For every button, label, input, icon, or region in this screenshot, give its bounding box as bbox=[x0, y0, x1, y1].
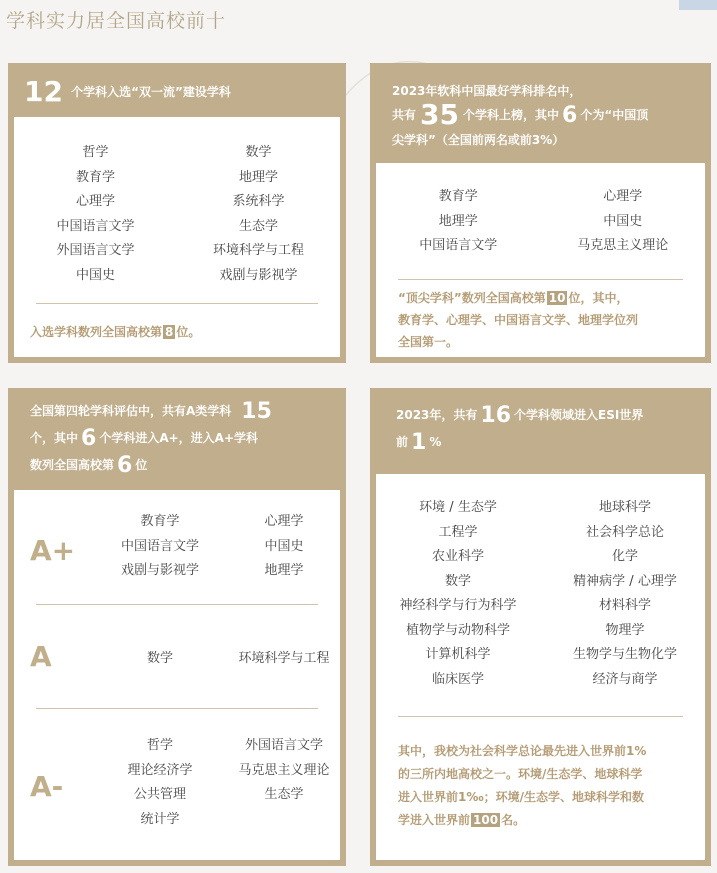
header-text: 数列全国高校第 bbox=[30, 458, 115, 472]
corner-tab bbox=[679, 0, 717, 10]
esi-field-item: 环境 / 生态学 bbox=[419, 500, 497, 515]
note-text: 名。 bbox=[501, 813, 526, 827]
subject-item: 心理学 bbox=[75, 194, 115, 209]
esi-field-item: 计算机科学 bbox=[425, 647, 491, 662]
esi-left-column bbox=[378, 496, 538, 692]
subject-item: 中国史 bbox=[603, 213, 643, 229]
note-text: 学进入世界前 bbox=[398, 813, 471, 827]
grade-label-a-minus: A- bbox=[30, 770, 64, 803]
subject-item: 数学 bbox=[146, 651, 173, 666]
esi-field-item: 神经科学与行为科学 bbox=[399, 598, 517, 613]
subject-item: 戏剧与影视学 bbox=[120, 563, 199, 578]
subject-item: 教育学 bbox=[438, 189, 478, 204]
header-text: 全国第四轮学科评估中，共有A类学科 bbox=[30, 404, 232, 418]
rank-number: 6 bbox=[117, 453, 133, 478]
note-line-3: 全国第一。 bbox=[398, 335, 459, 349]
subject-grid bbox=[14, 141, 340, 288]
esi-right-column bbox=[542, 496, 708, 692]
subject-count: 12 bbox=[24, 75, 63, 108]
rank-number: 8 bbox=[165, 325, 174, 339]
grade-a-right bbox=[224, 647, 344, 672]
header-text: 个学科领域进入ESI世界 bbox=[514, 408, 644, 422]
header-line-3: 尖学科”（全国前两名或前3%） bbox=[392, 133, 565, 147]
esi-percent: 1 bbox=[411, 430, 427, 455]
subject-item: 马克思主义理论 bbox=[577, 238, 669, 253]
note-line-2: 的三所内地高校之一。环境/生态学、地球科学 bbox=[398, 767, 643, 781]
subject-item: 马克思主义理论 bbox=[238, 762, 330, 778]
note-line-3: 进入世界前1‰；环境/生态学、地球科学和数 bbox=[398, 790, 645, 804]
card-double-first-class bbox=[8, 63, 346, 363]
card-top-disciplines bbox=[370, 63, 711, 363]
grade-label-a-plus: A+ bbox=[30, 534, 76, 567]
subject-item: 地理学 bbox=[238, 169, 278, 185]
card-esi bbox=[370, 388, 711, 866]
esi-field-item: 材料科学 bbox=[598, 598, 651, 613]
card-note bbox=[398, 287, 638, 353]
header-text: 2023年，共有 bbox=[396, 408, 478, 422]
subject-item: 理论经济学 bbox=[127, 762, 193, 778]
header-text: 个学科上榜，其中 bbox=[462, 108, 559, 122]
header-text: 个学科进入A+，进入A+学科 bbox=[99, 431, 259, 445]
divider bbox=[398, 716, 683, 717]
subject-item: 地理学 bbox=[438, 213, 478, 229]
subject-item: 环境科学与工程 bbox=[238, 651, 330, 666]
card-note bbox=[30, 321, 200, 343]
esi-field-item: 物理学 bbox=[605, 622, 645, 638]
card-discipline-evaluation bbox=[8, 388, 346, 866]
card-header bbox=[392, 79, 711, 152]
card-body bbox=[376, 474, 705, 860]
subject-item: 地理学 bbox=[264, 563, 304, 578]
subject-item: 外国语言文学 bbox=[244, 738, 323, 753]
esi-field-item: 工程学 bbox=[438, 524, 478, 540]
subject-item: 心理学 bbox=[603, 189, 643, 204]
divider bbox=[36, 604, 318, 605]
header-line-2 bbox=[392, 98, 711, 131]
page-title: 学科实力居全国高校前十 bbox=[6, 10, 227, 32]
rank-number: 100 bbox=[473, 813, 499, 827]
header-text: 共有 bbox=[392, 108, 417, 122]
subject-item: 统计学 bbox=[140, 811, 180, 827]
card-body bbox=[14, 117, 340, 357]
grade-label-a: A bbox=[30, 640, 52, 673]
card-header-text: 个学科入选“双一流”建设学科 bbox=[71, 85, 231, 99]
subject-item: 数学 bbox=[245, 145, 272, 160]
esi-count: 16 bbox=[480, 403, 512, 428]
divider bbox=[398, 279, 683, 280]
note-line-1: 其中，我校为社会科学总论最先进入世界前1% bbox=[398, 744, 647, 758]
subject-item: 公共管理 bbox=[133, 787, 186, 802]
grade-a-minus-right bbox=[224, 734, 344, 808]
note-text: 入选学科数列全国高校第 bbox=[30, 325, 163, 339]
note-text: 位，其中， bbox=[568, 291, 629, 305]
esi-field-item: 经济与商学 bbox=[592, 671, 658, 687]
header-text: 个，其中 bbox=[30, 431, 79, 445]
subject-item: 中国语言文学 bbox=[120, 538, 199, 554]
header-text: 前 bbox=[396, 435, 409, 449]
subject-item: 哲学 bbox=[146, 738, 173, 753]
subject-item: 生态学 bbox=[264, 787, 304, 802]
note-line-2: 教育学、心理学、中国语言文学、地理学位列 bbox=[398, 313, 639, 327]
grade-a-left bbox=[98, 647, 222, 672]
divider bbox=[36, 708, 318, 709]
rank-number: 10 bbox=[548, 291, 566, 305]
esi-field-item: 数学 bbox=[444, 573, 471, 589]
esi-field-item: 生物学与生物化学 bbox=[572, 647, 677, 662]
subject-item: 中国史 bbox=[75, 267, 115, 283]
subject-item: 戏剧与影视学 bbox=[219, 267, 298, 283]
subject-grid bbox=[376, 185, 705, 259]
a-plus-count: 6 bbox=[81, 426, 97, 451]
subject-item: 外国语言文学 bbox=[56, 243, 135, 258]
card-note bbox=[398, 740, 646, 832]
esi-field-item: 植物学与动物科学 bbox=[405, 622, 510, 638]
grade-a-plus-left bbox=[98, 510, 222, 584]
ranked-count: 35 bbox=[420, 98, 459, 131]
header-text: % bbox=[429, 435, 442, 449]
subject-item: 中国史 bbox=[264, 538, 304, 554]
subject-item: 心理学 bbox=[264, 514, 304, 529]
subject-item: 中国语言文学 bbox=[56, 218, 135, 234]
subject-item: 中国语言文学 bbox=[419, 238, 498, 253]
header-text: 位 bbox=[135, 458, 148, 472]
esi-field-item: 社会科学总论 bbox=[585, 524, 664, 540]
subject-item: 教育学 bbox=[75, 169, 115, 185]
grade-a-minus-left bbox=[98, 734, 222, 832]
subject-item: 系统科学 bbox=[232, 194, 285, 209]
card-body bbox=[14, 490, 340, 860]
card-header bbox=[396, 402, 711, 456]
subject-item: 教育学 bbox=[140, 514, 180, 529]
subject-item: 环境科学与工程 bbox=[212, 243, 304, 258]
card-header bbox=[24, 77, 346, 107]
esi-field-item: 临床医学 bbox=[431, 671, 484, 687]
note-text: “顶尖学科”数列全国高校第 bbox=[398, 291, 546, 305]
subject-item: 哲学 bbox=[82, 145, 109, 160]
esi-field-item: 精神病学 / 心理学 bbox=[573, 573, 677, 589]
subject-item: 生态学 bbox=[238, 218, 278, 234]
card-body bbox=[376, 163, 705, 357]
a-class-count: 15 bbox=[241, 399, 272, 424]
card-header bbox=[30, 398, 346, 479]
grade-a-plus-right bbox=[224, 510, 344, 584]
esi-field-item: 地球科学 bbox=[598, 500, 651, 515]
header-text: 个为“中国顶 bbox=[580, 108, 649, 122]
esi-field-item: 化学 bbox=[611, 549, 638, 564]
divider bbox=[36, 303, 318, 304]
header-line-1: 2023年软科中国最好学科排名中， bbox=[392, 84, 582, 98]
note-text-end: 位。 bbox=[176, 325, 201, 339]
top-count: 6 bbox=[562, 103, 578, 128]
esi-field-item: 农业科学 bbox=[431, 549, 484, 564]
